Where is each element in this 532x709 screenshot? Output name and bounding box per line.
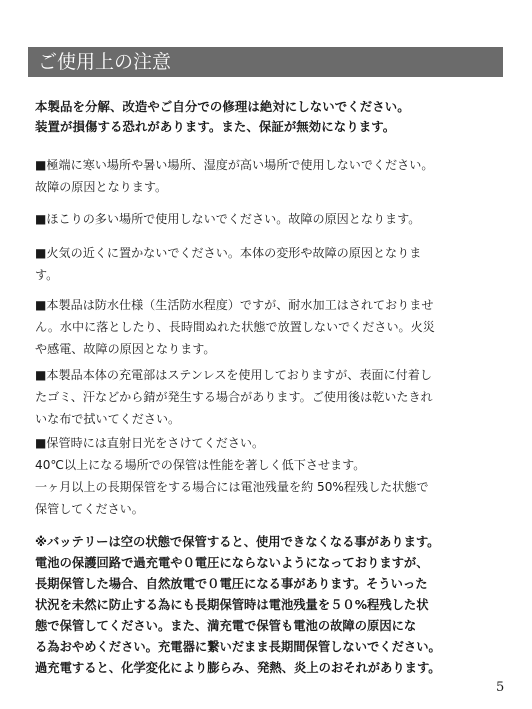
caution-line: 故障の原因となります。 xyxy=(35,180,168,194)
warning-line: 装置が損傷する恐れがあります。また、保証が無効になります。 xyxy=(35,119,396,134)
note-line: 状況を未然に防止する為にも長期保管時は電池残量を５０%程残した状 xyxy=(35,598,429,612)
caution-item-storage xyxy=(35,432,505,520)
disassembly-warning xyxy=(35,97,505,137)
note-line: 態で保管してください。また、満充電で保管も電池の故障の原因にな xyxy=(35,619,417,633)
caution-line: いな布で拭いてください。 xyxy=(35,412,181,426)
caution-line: 一ヶ月以上の長期保管をする場合には電池残量を約 50%程残した状態で xyxy=(35,480,429,494)
note-line: る為おやめください。充電器に繋いだまま長期間保管しないでください。 xyxy=(35,640,441,654)
caution-item-rust xyxy=(35,364,505,430)
section-title: ご使用上の注意 xyxy=(38,51,172,73)
caution-line: ■保管時には直射日光をさけてください。 xyxy=(35,436,265,450)
caution-line: ■極端に寒い場所や暑い場所、湿度が高い場所で使用しないでください。 xyxy=(35,158,434,172)
caution-line: ■本製品は防水仕様（生活防水程度）ですが、耐水加工はされておりませ xyxy=(35,298,434,312)
note-line: 過充電すると、化学変化により膨らみ、発熱、炎上のおそれがあります。 xyxy=(35,661,441,675)
caution-line: ん。水中に落としたり、長時間ぬれた状態で放置しないでください。火災 xyxy=(35,320,435,334)
page-number: 5 xyxy=(496,680,505,695)
caution-item-temperature xyxy=(35,154,505,198)
caution-line: ■本製品本体の充電部はステンレスを使用しておりますが、表面に付着し xyxy=(35,368,432,382)
note-line: 長期保管した場合、自然放電で０電圧になる事があります。そういった xyxy=(35,577,428,591)
battery-note xyxy=(35,532,505,679)
note-line: 電池の保護回路で過充電や０電圧にならないようになっておりますが、 xyxy=(35,556,429,570)
caution-line: ■ほこりの多い場所で使用しないでください。故障の原因となります。 xyxy=(35,212,421,226)
section-header-bar xyxy=(28,47,503,77)
caution-line: たゴミ、汗などから錆が発生する場合があります。ご使用後は乾いたきれ xyxy=(35,390,433,404)
caution-line: 40℃以上になる場所での保管は性能を著しく低下させます。 xyxy=(35,458,366,472)
caution-item-water xyxy=(35,294,505,360)
caution-line: す。 xyxy=(35,268,59,282)
caution-line: 保管してください。 xyxy=(35,502,144,516)
note-line: ※バッテリーは空の状態で保管すると、使用できなくなる事があります。 xyxy=(35,535,440,549)
caution-line: ■火気の近くに置かないでください。本体の変形や故障の原因となりま xyxy=(35,246,422,260)
caution-line: や感電、故障の原因となります。 xyxy=(35,342,216,356)
warning-line: 本製品を分解、改造やご自分での修理は絶対にしないでください。 xyxy=(35,99,410,114)
caution-item-fire xyxy=(35,242,505,286)
caution-item-dust xyxy=(35,208,505,230)
